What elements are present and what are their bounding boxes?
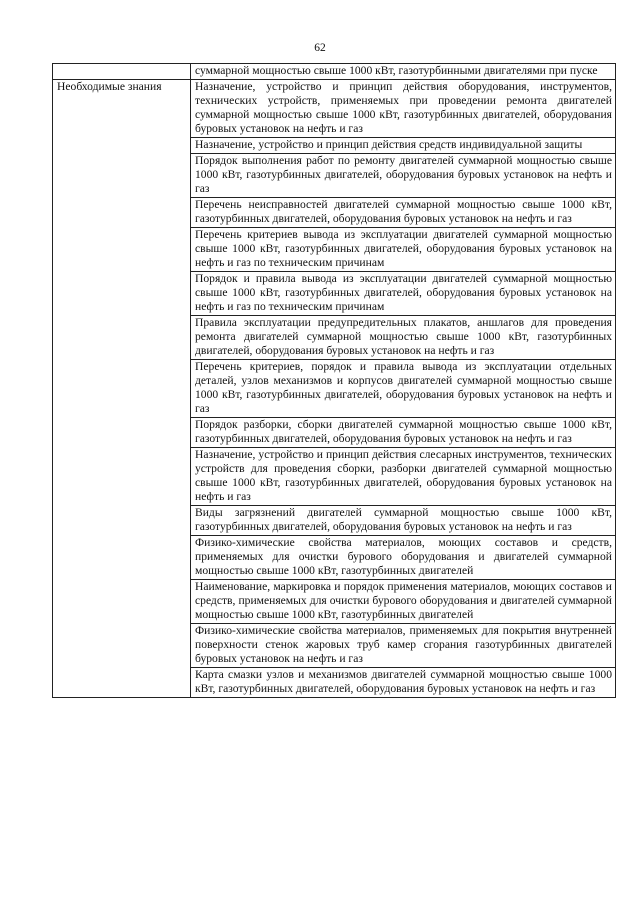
knowledge-item-cell: Порядок разборки, сборки двигателей суммарной мощностью свыше 1000 кВт, газотурбинных двигателей, оборудования буровых установок на нефть и газ <box>191 418 616 448</box>
knowledge-item-cell: Назначение, устройство и принцип действия слесарных инструментов, технических устройств для проведения сборки, разборки двигателей суммарной мощностью свыше 1000 кВт, газотурбинных двигателей, оборудования буровых установок на нефть и газ <box>191 448 616 506</box>
knowledge-item-cell: Виды загрязнений двигателей суммарной мощностью свыше 1000 кВт, газотурбинных двигателей, оборудования буровых установок на нефть и газ <box>191 506 616 536</box>
knowledge-item-cell: Правила эксплуатации предупредительных плакатов, аншлагов для проведения ремонта двигателей суммарной мощностью свыше 1000 кВт, газотурбинных двигателей, оборудования буровых установок на нефть и газ <box>191 316 616 360</box>
knowledge-item-cell: Назначение, устройство и принцип действия оборудования, инструментов, технических устройств, применяемых при проведении ремонта двигателей суммарной мощностью свыше 1000 кВт, газотурбинных двигателей, оборудования буровых установок на нефть и газ <box>191 80 616 138</box>
requirements-table-body <box>53 64 616 698</box>
knowledge-item-cell: Назначение, устройство и принцип действия средств индивидуальной защиты <box>191 138 616 154</box>
knowledge-item-cell: Наименование, маркировка и порядок применения материалов, моющих составов и средств, применяемых для очистки бурового оборудования и двигателей суммарной мощностью свыше 1000 кВт, газотурбинных двигателей <box>191 580 616 624</box>
page-number: 62 <box>314 42 326 54</box>
row-label-cell <box>53 64 191 80</box>
knowledge-item-cell: Физико-химические свойства материалов, моющих составов и средств, применяемых для очистки бурового оборудования и двигателей суммарной мощностью свыше 1000 кВт, газотурбинных двигателей <box>191 536 616 580</box>
knowledge-item-cell: Физико-химические свойства материалов, применяемых для покрытия внутренней поверхности стенок жаровых труб камер сгорания газотурбинных двигателей буровых установок на нефть и газ <box>191 624 616 668</box>
knowledge-item-cell: Перечень неисправностей двигателей суммарной мощностью свыше 1000 кВт, газотурбинных двигателей, оборудования буровых установок на нефть и газ <box>191 198 616 228</box>
requirements-table <box>52 63 616 698</box>
row-content-cell: суммарной мощностью свыше 1000 кВт, газотурбинными двигателями при пуске <box>191 64 616 80</box>
table-row <box>53 64 616 80</box>
knowledge-item-cell: Перечень критериев вывода из эксплуатации двигателей суммарной мощностью свыше 1000 кВт, газотурбинных двигателей, оборудования буровых установок на нефть и газ по техническим причинам <box>191 228 616 272</box>
knowledge-item-cell: Карта смазки узлов и механизмов двигателей суммарной мощностью свыше 1000 кВт, газотурбинных двигателей, оборудования буровых установок на нефть и газ <box>191 668 616 698</box>
knowledge-item-cell: Порядок выполнения работ по ремонту двигателей суммарной мощностью свыше 1000 кВт, газотурбинных двигателей, оборудования буровых установок на нефть и газ <box>191 154 616 198</box>
table-row <box>53 80 616 138</box>
knowledge-item-cell: Перечень критериев, порядок и правила вывода из эксплуатации отдельных деталей, узлов механизмов и корпусов двигателей суммарной мощностью свыше 1000 кВт, газотурбинных двигателей, оборудования буровых установок на нефть и газ <box>191 360 616 418</box>
section-label-cell: Необходимые знания <box>53 80 191 698</box>
knowledge-item-cell: Порядок и правила вывода из эксплуатации двигателей суммарной мощностью свыше 1000 кВт, газотурбинных двигателей, оборудования буровых установок на нефть и газ по техническим причинам <box>191 272 616 316</box>
